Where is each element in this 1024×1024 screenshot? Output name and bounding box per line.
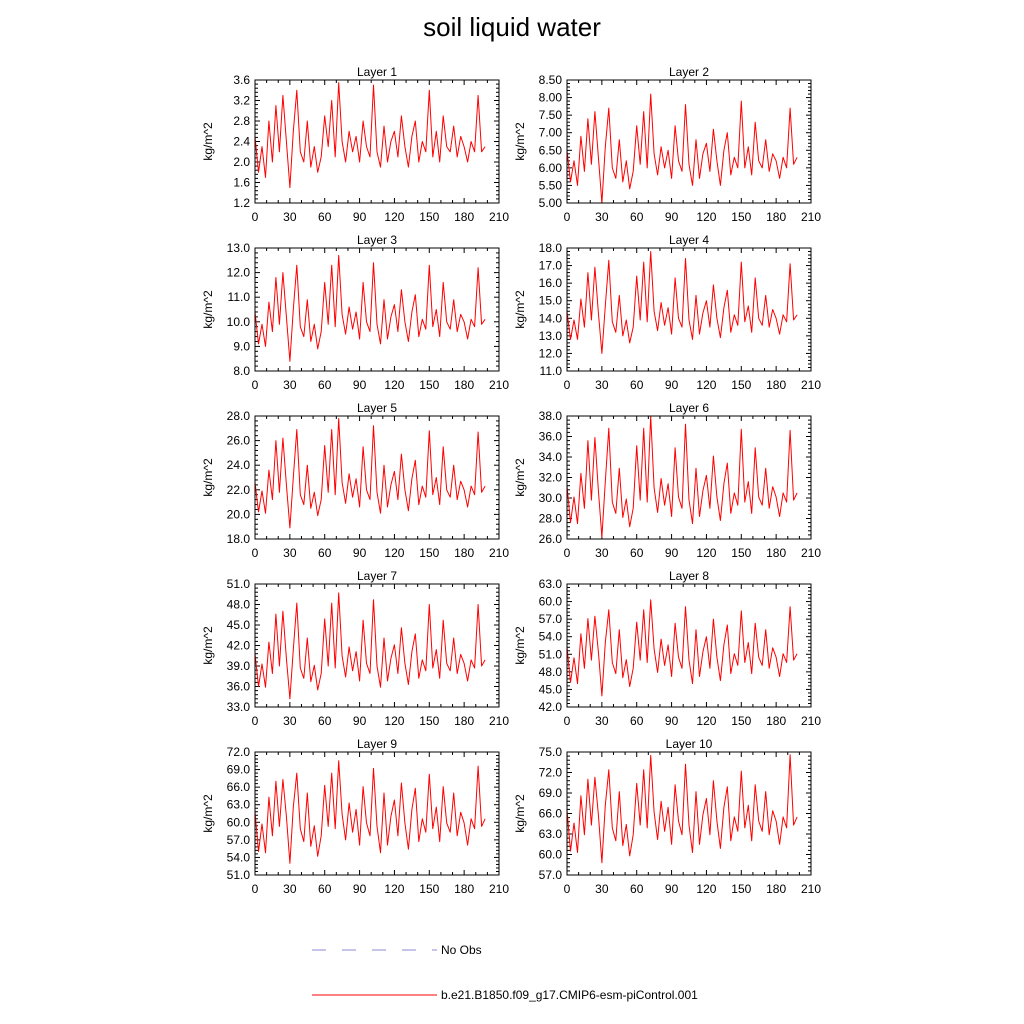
plot-frame (255, 416, 499, 539)
plot-frame (567, 752, 811, 875)
y-tick-label: 33.0 (226, 700, 250, 714)
x-tick-label: 120 (696, 882, 717, 896)
y-tick-label: 8.00 (538, 90, 562, 105)
plot-frame (567, 80, 811, 203)
y-tick-label: 12.0 (226, 265, 250, 280)
y-tick-label: 18.0 (538, 241, 562, 255)
panel-title: Layer 9 (356, 737, 398, 751)
y-tick-label: 22.0 (226, 482, 250, 497)
x-tick-label: 120 (384, 378, 405, 392)
x-tick-label: 30 (283, 210, 297, 224)
x-tick-label: 180 (766, 882, 787, 896)
y-tick-label: 60.0 (538, 847, 562, 862)
x-tick-label: 150 (731, 210, 752, 224)
y-tick-label: 45.0 (226, 618, 250, 632)
y-tick-label: 42.0 (538, 700, 562, 714)
y-tick-label: 15.0 (538, 293, 562, 308)
panel-title: Layer 7 (356, 569, 398, 583)
x-tick-label: 60 (318, 210, 332, 224)
y-tick-label: 57.0 (226, 832, 250, 847)
y-tick-label: 54.0 (538, 629, 562, 644)
x-tick-label: 60 (318, 882, 332, 896)
x-tick-label: 30 (595, 882, 609, 896)
y-tick-label: 2.0 (233, 155, 250, 169)
series-line (567, 252, 797, 354)
x-tick-label: 210 (800, 378, 822, 392)
panel-layer-2 (513, 65, 821, 224)
y-tick-label: 63.0 (538, 827, 562, 841)
panel-layer-8 (513, 569, 821, 728)
y-tick-label: 3.2 (233, 93, 250, 108)
panel-layer-5 (201, 401, 509, 560)
y-axis-label: kg/m^2 (513, 626, 527, 665)
y-tick-label: 28.0 (226, 409, 250, 423)
y-tick-label: 75.0 (538, 745, 562, 759)
y-axis-label: kg/m^2 (201, 122, 215, 161)
x-tick-label: 30 (283, 546, 297, 560)
x-tick-label: 30 (283, 714, 297, 728)
x-tick-label: 120 (696, 546, 717, 560)
x-tick-label: 60 (630, 378, 644, 392)
series-line (567, 416, 797, 537)
x-tick-label: 0 (251, 378, 259, 392)
y-axis-label: kg/m^2 (513, 458, 527, 497)
y-tick-label: 5.50 (538, 178, 562, 193)
x-tick-label: 120 (384, 546, 405, 560)
y-tick-label: 6.50 (538, 143, 562, 158)
x-tick-label: 180 (766, 714, 787, 728)
y-tick-label: 72.0 (226, 745, 250, 759)
y-tick-label: 5.00 (538, 196, 562, 210)
x-tick-label: 60 (630, 546, 644, 560)
y-tick-label: 36.0 (538, 429, 562, 444)
legend-label: b.e21.B1850.f09_g17.CMIP6-esm-piControl.001 (441, 988, 698, 1002)
y-tick-label: 2.4 (233, 134, 250, 149)
x-tick-label: 210 (800, 210, 822, 224)
series-line (255, 593, 485, 699)
x-tick-label: 30 (595, 210, 609, 224)
y-tick-label: 36.0 (226, 679, 250, 694)
y-axis-label: kg/m^2 (201, 290, 215, 329)
panel-title: Layer 1 (356, 65, 398, 79)
y-tick-label: 51.0 (226, 577, 250, 591)
x-tick-label: 180 (454, 714, 475, 728)
y-axis-label: kg/m^2 (513, 290, 527, 329)
x-tick-label: 90 (664, 210, 679, 224)
y-tick-label: 17.0 (538, 258, 562, 273)
y-tick-label: 30.0 (538, 491, 562, 505)
y-tick-label: 10.0 (226, 314, 250, 329)
plot-frame (255, 248, 499, 371)
y-tick-label: 69.0 (226, 762, 250, 777)
x-tick-label: 0 (563, 378, 571, 392)
y-axis-label: kg/m^2 (201, 794, 215, 833)
y-tick-label: 26.0 (226, 433, 250, 448)
series-line (567, 94, 797, 203)
y-axis-label: kg/m^2 (513, 122, 527, 161)
x-tick-label: 90 (352, 882, 367, 896)
x-tick-label: 120 (696, 210, 717, 224)
y-tick-label: 38.0 (538, 409, 562, 423)
y-tick-label: 60.0 (226, 815, 250, 830)
y-tick-label: 42.0 (226, 638, 250, 653)
panel-layer-6 (513, 401, 821, 560)
figure-title: soil liquid water (423, 12, 601, 42)
legend-label: No Obs (441, 943, 482, 957)
y-tick-label: 6.00 (538, 160, 562, 175)
y-tick-label: 20.0 (226, 507, 250, 522)
y-tick-label: 11.0 (539, 364, 562, 378)
plot-frame (255, 752, 499, 875)
y-tick-label: 1.6 (233, 175, 250, 190)
x-tick-label: 120 (384, 714, 405, 728)
panel-title: Layer 4 (668, 233, 710, 247)
x-tick-label: 180 (766, 378, 787, 392)
y-tick-label: 72.0 (538, 765, 562, 780)
x-tick-label: 210 (800, 546, 822, 560)
x-tick-label: 180 (454, 546, 475, 560)
y-tick-label: 7.50 (538, 108, 562, 123)
x-tick-label: 60 (630, 714, 644, 728)
x-tick-label: 0 (251, 210, 259, 224)
y-tick-label: 14.0 (538, 311, 562, 326)
y-axis-label: kg/m^2 (513, 794, 527, 833)
x-tick-label: 60 (318, 714, 332, 728)
plot-frame (567, 248, 811, 371)
y-tick-label: 28.0 (538, 511, 562, 526)
x-tick-label: 90 (664, 546, 679, 560)
y-tick-label: 57.0 (538, 612, 562, 627)
x-tick-label: 60 (630, 882, 644, 896)
y-tick-label: 51.0 (226, 868, 250, 882)
panel-layer-7 (201, 569, 509, 728)
y-tick-label: 7.00 (538, 125, 562, 140)
y-axis-label: kg/m^2 (201, 626, 215, 665)
x-tick-label: 210 (488, 714, 510, 728)
y-tick-label: 57.0 (538, 868, 562, 882)
x-tick-label: 180 (766, 546, 787, 560)
x-tick-label: 60 (630, 210, 644, 224)
y-tick-label: 39.0 (226, 659, 250, 673)
x-tick-label: 30 (595, 378, 609, 392)
y-tick-label: 11.0 (227, 290, 250, 305)
panel-title: Layer 6 (668, 401, 710, 415)
x-tick-label: 150 (419, 546, 440, 560)
y-tick-label: 8.0 (233, 364, 250, 378)
x-tick-label: 180 (766, 210, 787, 224)
series-line (255, 419, 485, 528)
x-tick-label: 210 (488, 210, 510, 224)
x-tick-label: 90 (664, 714, 679, 728)
panel-layer-10 (513, 737, 821, 896)
x-tick-label: 150 (731, 378, 752, 392)
y-tick-label: 26.0 (538, 532, 562, 546)
y-tick-label: 13.0 (226, 241, 250, 255)
y-axis-label: kg/m^2 (201, 458, 215, 497)
series-line (255, 255, 485, 361)
panel-layer-3 (201, 233, 509, 392)
y-tick-label: 3.6 (233, 73, 250, 87)
x-tick-label: 90 (352, 378, 367, 392)
y-tick-label: 66.0 (538, 806, 562, 821)
x-tick-label: 120 (384, 210, 405, 224)
x-tick-label: 30 (595, 714, 609, 728)
panel-layer-1 (201, 65, 509, 224)
plot-frame (255, 584, 499, 707)
panel-layer-4 (513, 233, 821, 392)
panel-title: Layer 10 (665, 737, 713, 751)
y-tick-label: 51.0 (538, 647, 562, 662)
panel-title: Layer 2 (668, 65, 710, 79)
y-tick-label: 12.0 (538, 346, 562, 361)
x-tick-label: 210 (488, 882, 510, 896)
x-tick-label: 30 (283, 378, 297, 392)
legend (312, 943, 698, 1002)
x-tick-label: 120 (696, 714, 717, 728)
y-tick-label: 8.50 (538, 73, 562, 87)
x-tick-label: 210 (488, 378, 510, 392)
x-tick-label: 0 (563, 714, 571, 728)
x-tick-label: 120 (384, 882, 405, 896)
y-tick-label: 13.0 (538, 328, 562, 343)
y-tick-label: 2.8 (233, 114, 250, 128)
y-tick-label: 32.0 (538, 470, 562, 485)
x-tick-label: 150 (419, 378, 440, 392)
series-line (567, 755, 797, 863)
x-tick-label: 0 (563, 546, 571, 560)
y-tick-label: 54.0 (226, 850, 250, 865)
x-tick-label: 120 (696, 378, 717, 392)
y-tick-label: 45.0 (538, 682, 562, 697)
panel-title: Layer 5 (356, 401, 398, 415)
y-tick-label: 66.0 (226, 780, 250, 795)
plot-frame (567, 416, 811, 539)
x-tick-label: 60 (318, 378, 332, 392)
x-tick-label: 0 (563, 882, 571, 896)
x-tick-label: 150 (419, 882, 440, 896)
y-tick-label: 9.0 (233, 339, 250, 354)
x-tick-label: 150 (731, 546, 752, 560)
x-tick-label: 150 (731, 882, 752, 896)
x-tick-label: 0 (251, 714, 259, 728)
x-tick-label: 90 (664, 378, 679, 392)
x-tick-label: 150 (419, 210, 440, 224)
y-tick-label: 18.0 (226, 532, 250, 546)
y-tick-label: 16.0 (538, 276, 562, 291)
y-tick-label: 63.0 (538, 577, 562, 591)
panel-title: Layer 3 (356, 233, 398, 247)
y-tick-label: 63.0 (226, 797, 250, 812)
x-tick-label: 90 (352, 714, 367, 728)
y-tick-label: 48.0 (538, 664, 562, 679)
y-tick-label: 1.2 (233, 196, 250, 210)
x-tick-label: 180 (454, 882, 475, 896)
x-tick-label: 90 (664, 882, 679, 896)
x-tick-label: 210 (800, 882, 822, 896)
x-tick-label: 30 (595, 546, 609, 560)
x-tick-label: 0 (563, 210, 571, 224)
x-tick-label: 180 (454, 210, 475, 224)
x-tick-label: 0 (251, 546, 259, 560)
x-tick-label: 210 (800, 714, 822, 728)
x-tick-label: 150 (731, 714, 752, 728)
y-tick-label: 24.0 (226, 458, 250, 473)
y-tick-label: 34.0 (538, 450, 562, 464)
x-tick-label: 90 (352, 546, 367, 560)
series-line (255, 761, 485, 864)
y-tick-label: 60.0 (538, 594, 562, 609)
panel-layer-9 (201, 737, 509, 896)
x-tick-label: 210 (488, 546, 510, 560)
y-tick-label: 69.0 (538, 786, 562, 800)
panel-title: Layer 8 (668, 569, 710, 583)
x-tick-label: 0 (251, 882, 259, 896)
x-tick-label: 60 (318, 546, 332, 560)
series-line (255, 83, 485, 188)
x-tick-label: 90 (352, 210, 367, 224)
x-tick-label: 180 (454, 378, 475, 392)
x-tick-label: 30 (283, 882, 297, 896)
series-line (567, 600, 797, 696)
y-tick-label: 48.0 (226, 597, 250, 612)
plot-frame (567, 584, 811, 707)
x-tick-label: 150 (419, 714, 440, 728)
